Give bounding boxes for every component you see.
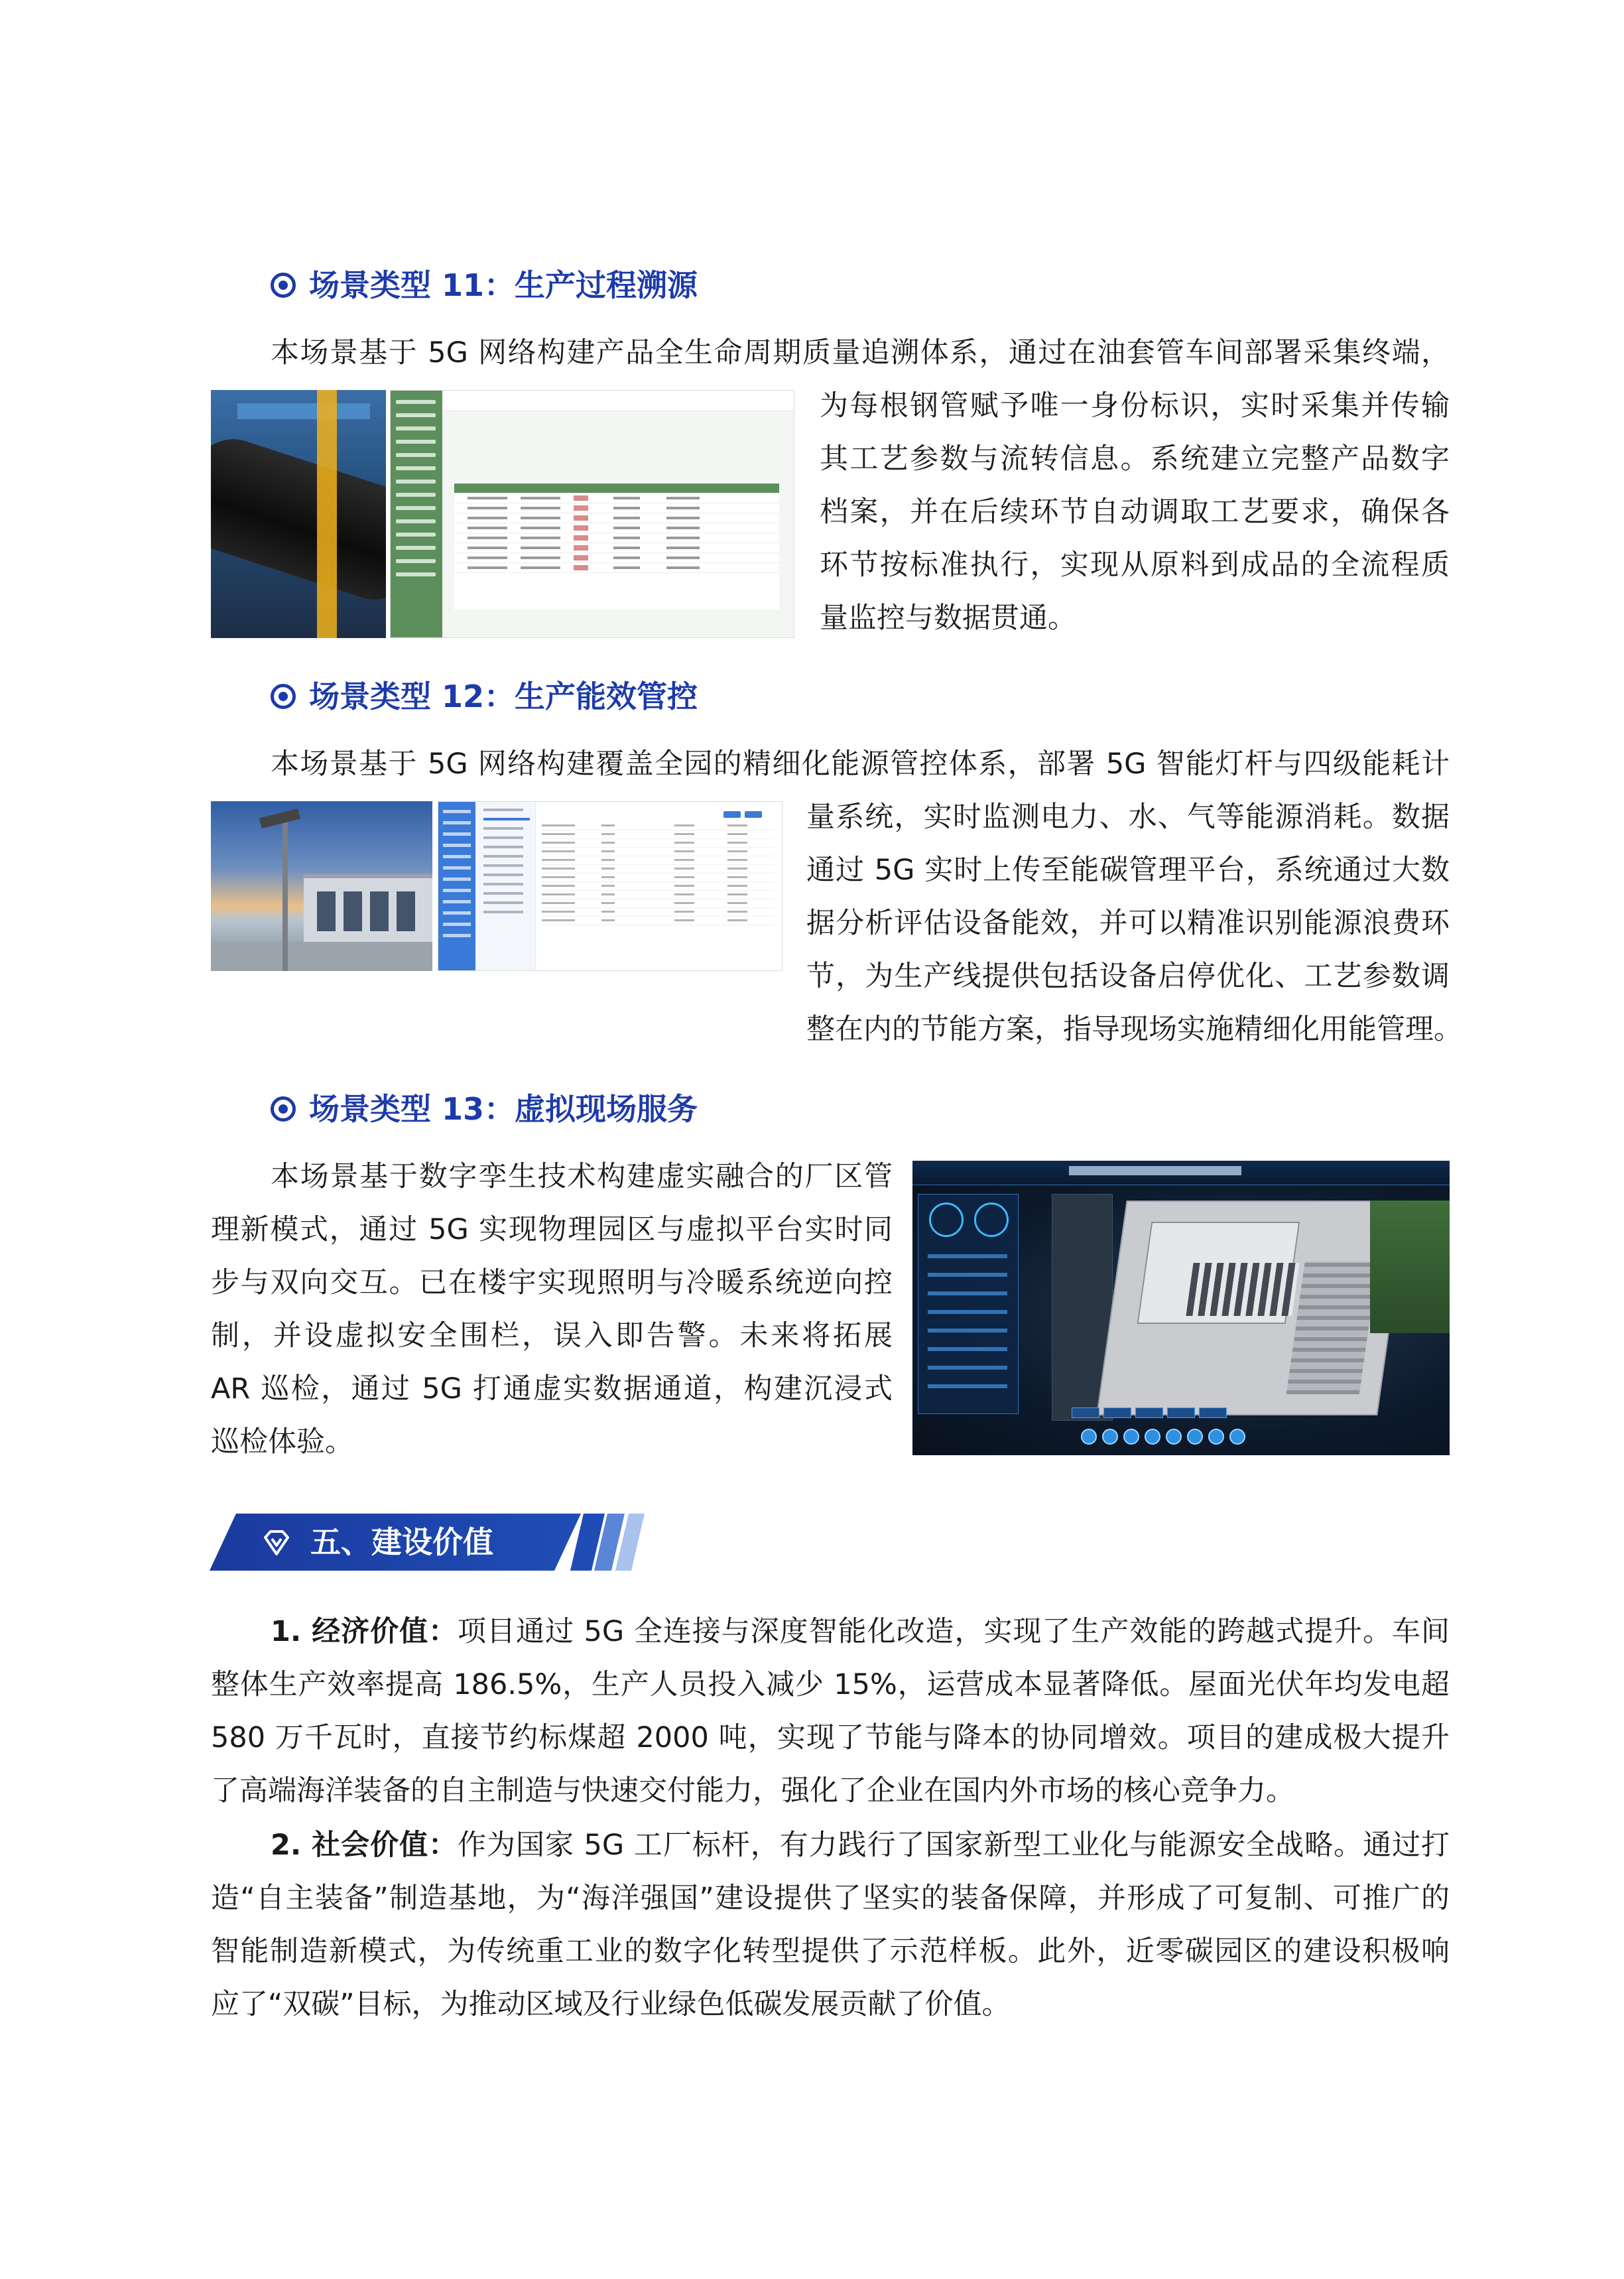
- s12-line-4: 据分析评估设备能效，并可以精准识别能源浪费环: [806, 907, 1450, 940]
- s11-line-4: 档案，并在后续环节自动调取工艺要求，确保各: [820, 495, 1450, 529]
- value-1-first: 项目通过 5G 全连接与深度智能化改造，实现了生产效能的跨越式提升。车间: [458, 1615, 1450, 1648]
- s12-line-6: 整在内的节能方案，指导现场实施精细化用能管理。: [806, 1013, 1462, 1046]
- s11-line-2: 为每根钢管赋予唯一身份标识，实时采集并传输: [820, 389, 1450, 423]
- s12-line-1: 本场景基于 5G 网络构建覆盖全园的精细化能源管控体系，部署 5G 智能灯杆与四级能耗计: [271, 748, 1450, 781]
- section-5-banner: [210, 1514, 647, 1571]
- value-2-line-1: [271, 1819, 1450, 1872]
- s13-line-6: 巡检体验。: [211, 1425, 353, 1459]
- target-bullet-icon: [271, 273, 296, 298]
- scene-13-heading: [271, 1082, 698, 1136]
- s11-line-5: 环节按标准执行，实现从原料到成品的全流程质: [820, 549, 1450, 582]
- value-2-label: 2. 社会价值：: [271, 1829, 458, 1862]
- s12-line-2: 量系统，实时监测电力、水、气等能源消耗。数据: [806, 801, 1450, 834]
- section-5-title: 五、建设价值: [310, 1524, 493, 1560]
- s12-line-5: 节，为生产线提供包括设备启停优化、工艺参数调: [806, 960, 1450, 993]
- energy-figure: [211, 801, 782, 971]
- value-2-line-4: 应了“双碳”目标，为推动区域及行业绿色低碳发展贡献了价值。: [211, 1988, 1011, 2021]
- s11-line-3: 其工艺参数与流转信息。系统建立完整产品数字: [820, 442, 1450, 476]
- s13-line-1: 本场景基于数字孪生技术构建虚实融合的厂区管: [271, 1160, 893, 1193]
- traceability-figure: [211, 390, 794, 638]
- value-2-line-3: 智能制造新模式，为传统重工业的数字化转型提供了示范样板。此外，近零碳园区的建设积极响: [211, 1935, 1450, 1968]
- value-1-label: 1. 经济价值：: [271, 1615, 458, 1648]
- scene-11-heading: [271, 259, 698, 312]
- scene-12-title: 场景类型 12：生产能效管控: [309, 679, 698, 714]
- pipe-workshop-photo: [211, 390, 386, 638]
- value-2-first: 作为国家 5G 工厂标杆，有力践行了国家新型工业化与能源安全战略。通过打: [458, 1829, 1450, 1862]
- s13-line-2: 理新模式，通过 5G 实现物理园区与虚拟平台实时同: [211, 1213, 893, 1246]
- traceability-system-screenshot: [390, 390, 794, 638]
- diamond-icon: [263, 1530, 290, 1556]
- value-1-line-3: 580 万千瓦时，直接节约标煤超 2000 吨，实现了节能与降本的协同增效。项目的建成极大提升: [211, 1721, 1450, 1754]
- s12-line-3: 通过 5G 实时上传至能碳管理平台，系统通过大数: [806, 854, 1450, 887]
- scene-12-heading: [271, 670, 698, 723]
- value-1-line-2: 整体生产效率提高 186.5%，生产人员投入减少 15%，运营成本显著降低。屋面光伏年均发电超: [211, 1668, 1450, 1701]
- value-1-line-4: 了高端海洋装备的自主制造与快速交付能力，强化了企业在国内外市场的核心竞争力。: [211, 1774, 1294, 1807]
- s11-line-1: 本场景基于 5G 网络构建产品全生命周期质量追溯体系，通过在油套管车间部署采集终端，: [271, 336, 1450, 369]
- target-bullet-icon: [271, 684, 296, 709]
- energy-platform-screenshot: [438, 801, 782, 971]
- value-1-line-1: [271, 1605, 1450, 1658]
- s13-line-4: 制，并设虚拟安全围栏，误入即告警。未来将拓展: [211, 1319, 893, 1352]
- smart-lamp-photo: [211, 801, 432, 971]
- scene-11-title: 场景类型 11：生产过程溯源: [309, 267, 698, 303]
- target-bullet-icon: [271, 1096, 296, 1122]
- s13-line-5: AR 巡检，通过 5G 打通虚实数据通道，构建沉浸式: [211, 1372, 893, 1405]
- scene-13-title: 场景类型 13：虚拟现场服务: [309, 1091, 698, 1127]
- s13-line-3: 步与双向交互。已在楼宇实现照明与冷暖系统逆向控: [211, 1266, 893, 1299]
- digital-twin-screenshot: [912, 1161, 1450, 1455]
- s11-line-6: 量监控与数据贯通。: [820, 602, 1076, 635]
- value-2-line-2: 造“自主装备”制造基地，为“海洋强国”建设提供了坚实的装备保障，并形成了可复制、可推广的: [211, 1882, 1450, 1915]
